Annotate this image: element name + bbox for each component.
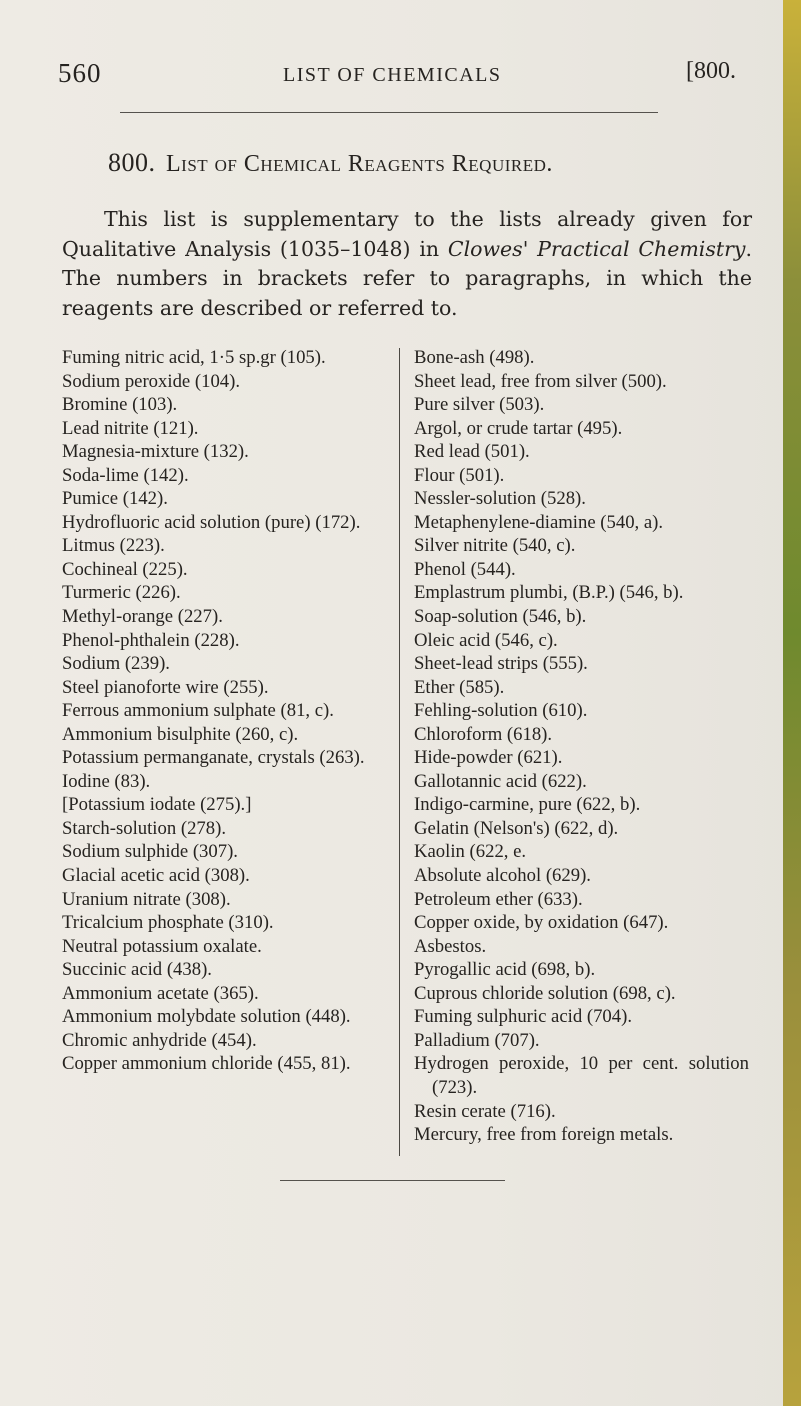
reagent-entry: Sheet-lead strips (555). bbox=[414, 653, 588, 675]
reagent-entry: Chloroform (618). bbox=[414, 723, 553, 745]
reagent-entry: Ammonium acetate (365). bbox=[62, 982, 259, 1004]
reagent-entry: Tricalcium phosphate (310). bbox=[62, 912, 274, 934]
reagent-entry: Fuming sulphuric acid (704). bbox=[414, 1006, 632, 1028]
reagent-entry: Succinic acid (438). bbox=[62, 959, 212, 981]
reagent-entry: Soap-solution (546, b). bbox=[414, 606, 587, 628]
reagent-entry: Potassium permanganate, crystals (263). bbox=[62, 747, 365, 769]
intro-text-1: This list is supplementary to the lists already given for Qualitative Analysis bbox=[62, 207, 752, 261]
reagent-entry: Pumice (142). bbox=[62, 488, 168, 510]
book-title: Clowes' Practical Chemistry bbox=[447, 236, 746, 261]
reagent-entry: Cochineal (225). bbox=[62, 558, 188, 580]
reagent-entry: [Potassium iodate (275).] bbox=[62, 794, 252, 816]
reagent-entry: Silver nitrite (540, c). bbox=[414, 535, 576, 557]
reagent-entry: Phenol (544). bbox=[414, 558, 516, 580]
reagent-entry: Glacial acetic acid (308). bbox=[62, 865, 250, 887]
reagent-entry: Palladium (707). bbox=[414, 1029, 540, 1051]
footer-rule bbox=[280, 1180, 505, 1181]
reagent-entry: Lead nitrite (121). bbox=[62, 417, 199, 439]
reagent-entry: Uranium nitrate (308). bbox=[62, 888, 231, 910]
reagent-entry: Argol, or crude tartar (495). bbox=[414, 417, 623, 439]
reagent-entry: Fuming nitric acid, 1·5 sp.gr (105). bbox=[62, 347, 326, 368]
reagent-entry: Magnesia-mixture (132). bbox=[62, 441, 249, 463]
section-reference: [800. bbox=[686, 58, 736, 84]
section-title: List of Chemical Reagents Required. bbox=[166, 151, 553, 177]
reagent-entry: Oleic acid (546, c). bbox=[414, 629, 558, 651]
reagent-entry: Fehling-solution (610). bbox=[414, 700, 588, 722]
reagent-entry: Methyl-orange (227). bbox=[62, 606, 223, 628]
reagent-entry: Copper oxide, by oxidation (647). bbox=[414, 912, 669, 934]
reagent-entry: Starch-solution (278). bbox=[62, 817, 227, 839]
reagent-entry: Hydrogen peroxide, 10 per cent. solution (723). bbox=[414, 1053, 749, 1098]
page-edge bbox=[783, 0, 801, 1406]
column-divider bbox=[399, 348, 400, 1156]
reagent-entry: Hydrofluoric acid solution (pure) (172). bbox=[62, 511, 361, 533]
reagent-entry: Neutral potassium oxalate. bbox=[62, 935, 262, 957]
reagent-entry: Asbestos. bbox=[414, 935, 487, 957]
reagent-entry: Red lead (501). bbox=[414, 441, 530, 463]
reagent-entry: Sodium (239). bbox=[62, 653, 170, 675]
paragraph-range: (1035–1048) bbox=[279, 236, 411, 261]
reagent-entry: Steel pianoforte wire (255). bbox=[62, 676, 269, 698]
reagent-entry: Litmus (223). bbox=[62, 535, 165, 557]
reagent-entry: Indigo-carmine, pure (622, b). bbox=[414, 794, 641, 816]
right-column-list bbox=[414, 346, 749, 1147]
reagent-entry: Pyrogallic acid (698, b). bbox=[414, 959, 596, 981]
reagent-entry: Metaphenylene-diamine (540, a). bbox=[414, 511, 664, 533]
reagent-entry: Cuprous chloride solution (698, c). bbox=[414, 982, 676, 1004]
reagent-entry: Bone-ash (498). bbox=[414, 347, 535, 368]
reagent-entry: Sodium sulphide (307). bbox=[62, 841, 238, 863]
reagent-entry: Chromic anhydride (454). bbox=[62, 1029, 257, 1051]
reagent-entry: Iodine (83). bbox=[62, 770, 151, 792]
reagent-entry: Kaolin (622, e. bbox=[414, 841, 527, 863]
reagent-entry: Resin cerate (716). bbox=[414, 1100, 556, 1122]
reagent-entry: Sodium peroxide (104). bbox=[62, 370, 241, 392]
reagent-entry: Sheet lead, free from silver (500). bbox=[414, 370, 667, 392]
reagent-entry: Absolute alcohol (629). bbox=[414, 865, 591, 887]
reagent-entry: Copper ammonium chloride (455, 81). bbox=[62, 1053, 351, 1075]
page-header bbox=[58, 58, 748, 98]
reagent-entry: Pure silver (503). bbox=[414, 394, 545, 416]
reagent-entry: Flour (501). bbox=[414, 464, 505, 486]
page-number: 560 bbox=[58, 58, 102, 88]
reagent-entry: Nessler-solution (528). bbox=[414, 488, 586, 510]
intro-in: in bbox=[410, 236, 448, 261]
reagent-entry: Turmeric (226). bbox=[62, 582, 181, 604]
reagent-entry: Emplastrum plumbi, (B.P.) (546, b). bbox=[414, 582, 684, 604]
section-heading bbox=[108, 148, 748, 178]
reagent-entry: Gelatin (Nelson's) (622, d). bbox=[414, 817, 619, 839]
section-number: 800. bbox=[108, 148, 156, 177]
reagent-entry: Hide-powder (621). bbox=[414, 747, 563, 769]
reagent-entry: Ammonium molybdate solution (448). bbox=[62, 1006, 351, 1028]
reagent-entry: Phenol-phthalein (228). bbox=[62, 629, 240, 651]
reagent-entry: Soda-lime (142). bbox=[62, 464, 189, 486]
header-rule bbox=[120, 112, 658, 113]
reagent-entry: Gallotannic acid (622). bbox=[414, 770, 587, 792]
reagent-entry: Bromine (103). bbox=[62, 394, 178, 416]
intro-text-2: . The numbers in brackets refer to paragraphs, in which the reagents are described or referred to. bbox=[62, 236, 753, 320]
reagent-entry: Ether (585). bbox=[414, 676, 505, 698]
reagent-entry: Ammonium bisulphite (260, c). bbox=[62, 723, 299, 745]
reagent-entry: Mercury, free from foreign metals. bbox=[414, 1124, 674, 1146]
reagent-entry: Petroleum ether (633). bbox=[414, 888, 583, 910]
running-title: LIST OF CHEMICALS bbox=[283, 64, 502, 86]
reagent-entry: Ferrous ammonium sulphate (81, c). bbox=[62, 700, 334, 722]
intro-paragraph bbox=[62, 205, 752, 323]
left-column-list bbox=[62, 346, 387, 1076]
